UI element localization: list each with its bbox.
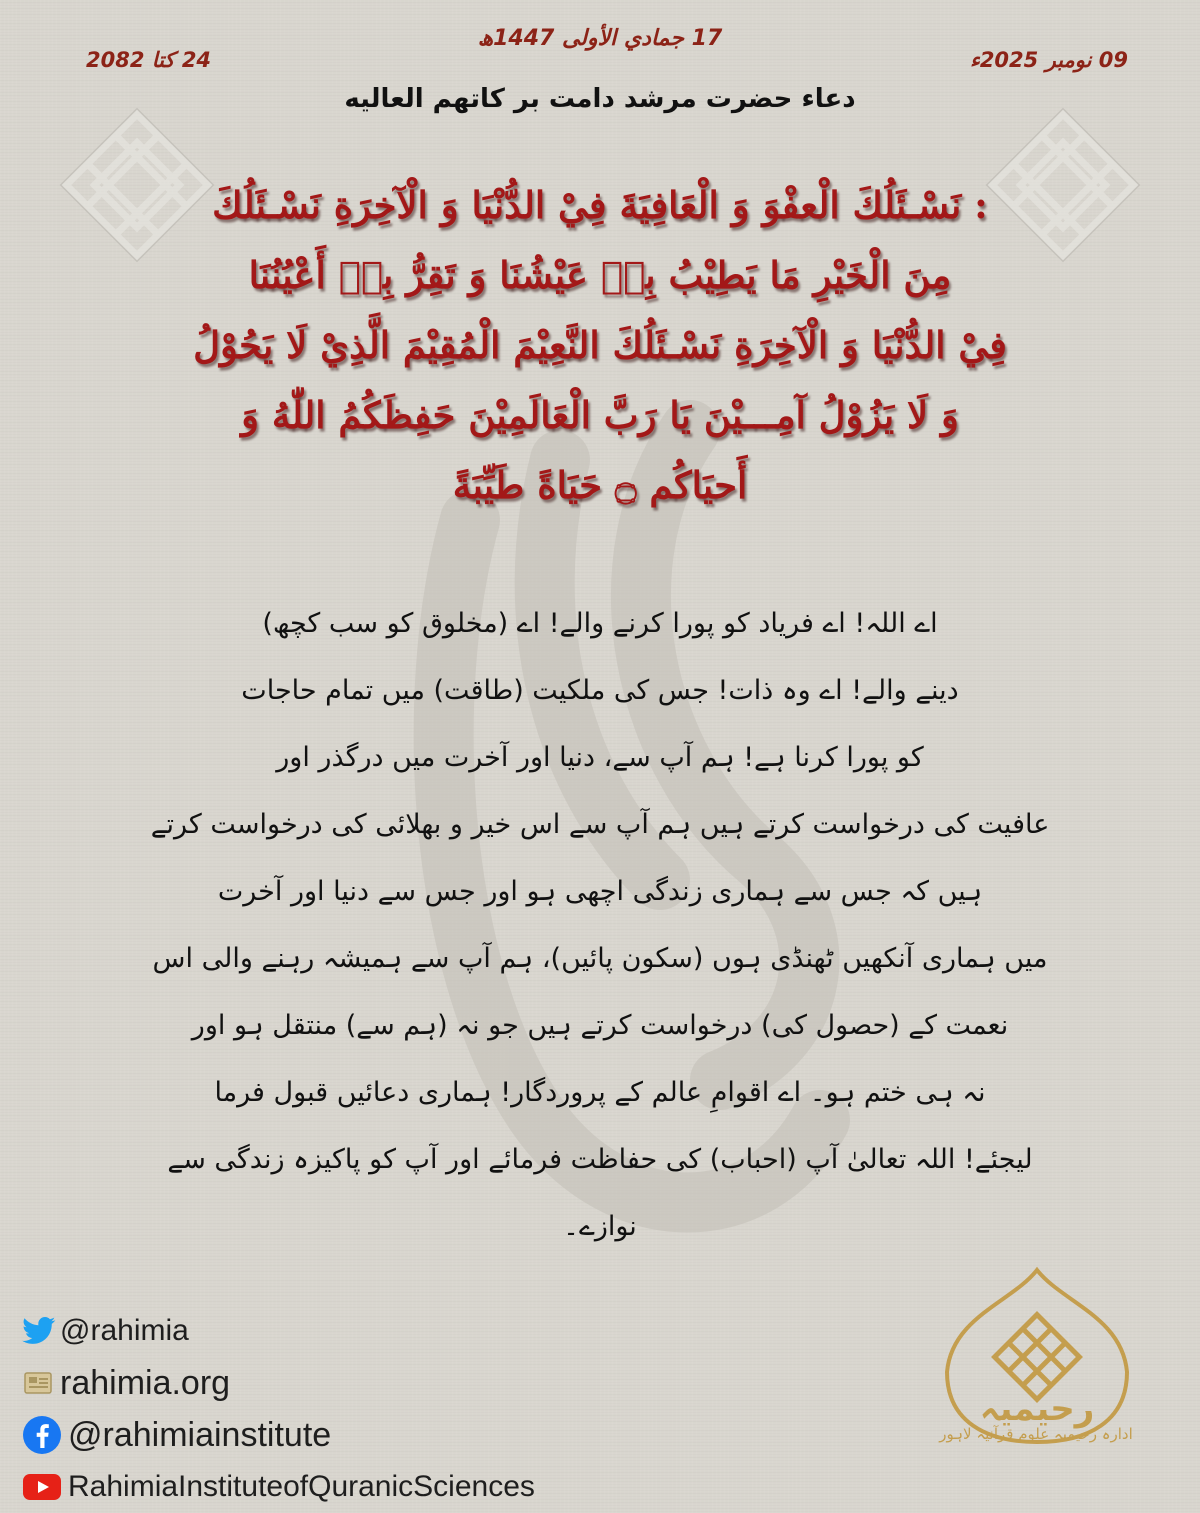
urdu-line: عافیت کی درخواست کرتے ہیں ہم آپ سے اس خیر و بھلائی کی درخواست کرتے xyxy=(150,809,1050,840)
urdu-line: دینے والے! اے وہ ذات! جس کی ملکیت (طاقت) میں تمام حاجات xyxy=(241,675,959,706)
urdu-line: ہیں کہ جس سے ہماری زندگی اچھی ہو اور جس سے دنیا اور آخرت xyxy=(217,876,983,907)
page-title: دعاء حضرت مرشد دامت بر کاتھم العالیه xyxy=(344,84,856,114)
urdu-translation xyxy=(150,590,1050,1260)
twitter-link[interactable] xyxy=(22,1305,722,1357)
website-link[interactable] xyxy=(22,1357,722,1409)
logo-brand-text: رحیمیہ xyxy=(979,1389,1095,1429)
arabic-dua-line: وَ لَا يَزُوْلُ آمِـــيْنَ يَا رَبَّ الْعَالَمِيْنَ حَفِظَكُمُ اللّٰهُ وَ xyxy=(241,393,959,437)
hijri-date: 17 جمادي الأولى 1447ھ xyxy=(477,26,723,51)
institute-logo xyxy=(912,1262,1162,1487)
website-url: rahimia.org xyxy=(60,1363,231,1402)
urdu-line: نعمت کے (حصول کی) درخواست کرتے ہیں جو نہ (ہم سے) منتقل ہو اور xyxy=(191,1010,1009,1041)
urdu-line: اے اللہ! اے فریاد کو پورا کرنے والے! اے (مخلوق کو سب کچھ) xyxy=(262,608,938,639)
youtube-link[interactable] xyxy=(22,1461,722,1513)
urdu-line: نہ ہی ختم ہو۔ اے اقوامِ عالم کے پروردگار! ہماری دعائیں قبول فرما xyxy=(214,1077,986,1108)
arabic-dua-line: مِنَ الْخَيْرِ مَا يَطِيْبُ بِهٖ عَيْشُنَا وَ تَقِرُّ بِهٖ أَعْيُنُنَا xyxy=(248,253,952,297)
urdu-line: لیجئے! اللہ تعالیٰ آپ (احباب) کی حفاظت فرمائے اور آپ کو پاکیزہ زندگی سے xyxy=(167,1144,1033,1175)
facebook-icon xyxy=(22,1415,62,1455)
twitter-handle: @rahimia xyxy=(60,1314,189,1347)
arabic-dua-line: فِيْ الدُّنْيَا وَ الْآخِرَةِ نَسْـئَلُكَ النَّعِيْمَ الْمُقِيْمَ الَّذِيْ لَا يَحُوْلُ xyxy=(193,323,1007,367)
social-links xyxy=(22,1305,722,1513)
youtube-icon xyxy=(22,1472,62,1502)
gregorian-date: 09 نومبر 2025ء xyxy=(969,48,1128,72)
web-icon xyxy=(22,1370,56,1396)
logo-caption: ادارہ رحیمیہ علوم قرآنیہ لاہور xyxy=(939,1425,1133,1443)
facebook-handle: @rahimiainstitute xyxy=(68,1415,332,1454)
twitter-icon xyxy=(22,1317,56,1345)
arabic-dua-line: : نَسْـئَلُكَ الْعفْوَ وَ الْعَافِيَةَ فِيْ الدُّنْيَا وَ الْآخِرَةِ نَسْـئَلُكَ xyxy=(212,183,988,227)
youtube-channel: RahimiaInstituteofQuranicSciences xyxy=(68,1470,535,1503)
arabic-dua xyxy=(140,170,1060,520)
bikrami-date: 24 کتا 2082 xyxy=(86,48,212,72)
urdu-line: نوازے۔ xyxy=(563,1211,637,1242)
urdu-line: کو پورا کرنا ہے! ہم آپ سے، دنیا اور آخرت میں درگذر اور xyxy=(276,742,924,773)
facebook-link[interactable] xyxy=(22,1409,722,1461)
arabic-dua-line: أَحيَاكُم ۝ حَيَاةً طَيِّبَةً xyxy=(452,463,748,507)
urdu-line: میں ہماری آنکھیں ٹھنڈی ہوں (سکون پائیں)، ہم آپ سے ہمیشہ رہنے والی اس xyxy=(152,943,1048,974)
